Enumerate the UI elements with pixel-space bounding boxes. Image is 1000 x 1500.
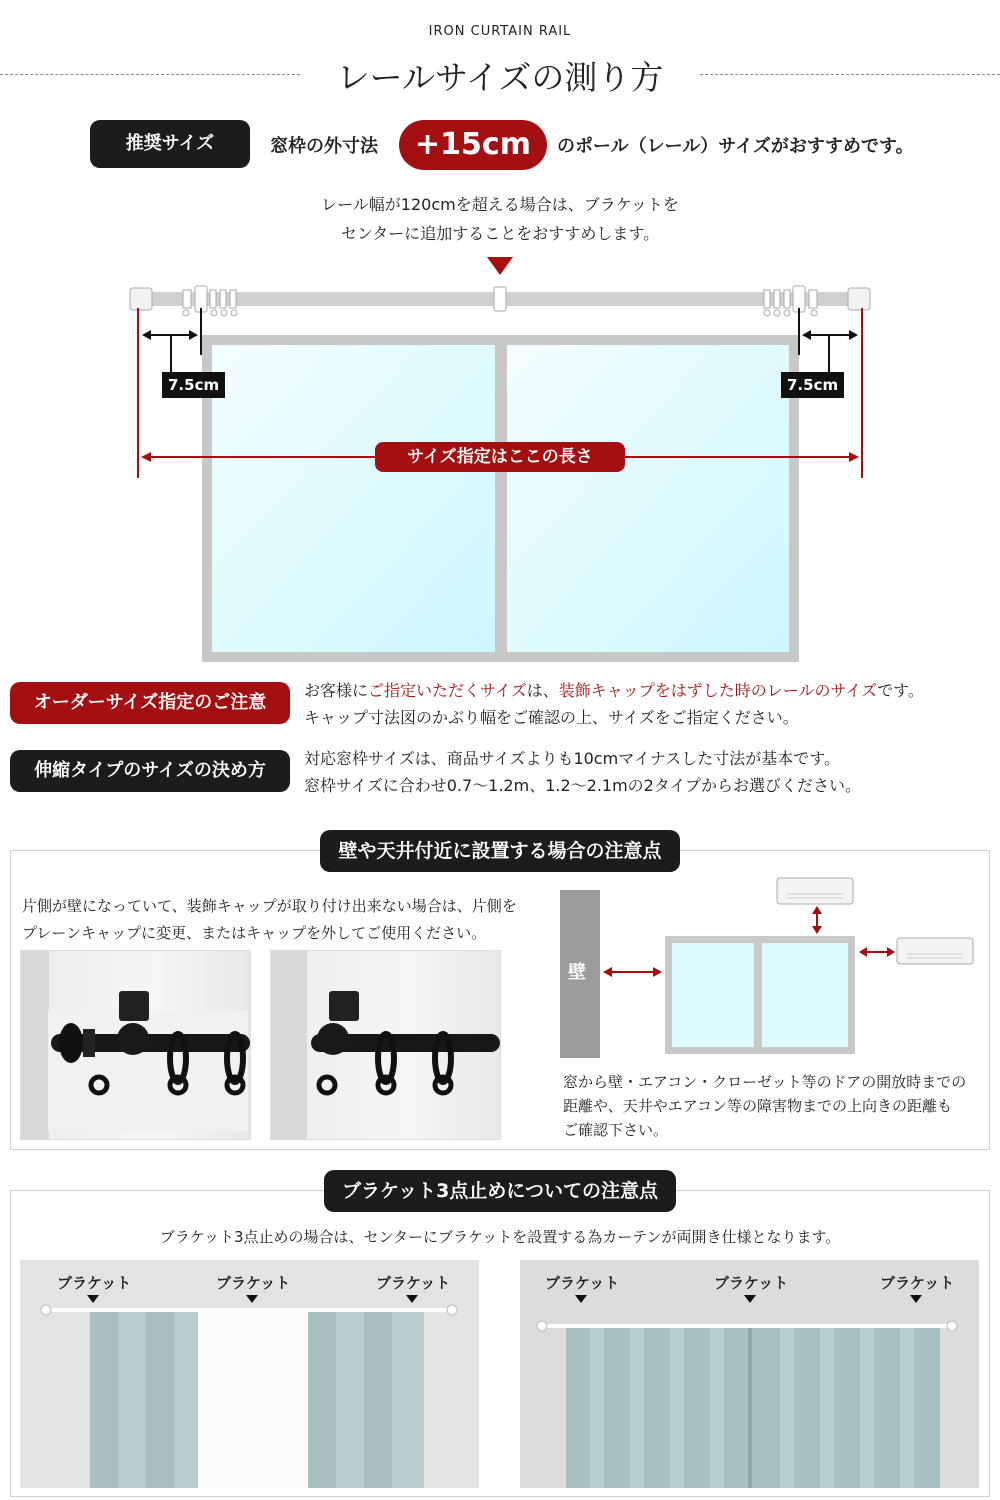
center-note-line2: センターに追加することをおすすめします。	[340, 224, 660, 243]
recommend-prefix: 窓枠の外寸法	[270, 136, 378, 157]
wall-clearance-note: 窓から壁・エアコン・クローゼット等のドアの開放時までの 距離や、天井やエアコン等の障害物までの上向きの距離も ご確認下さい。	[563, 1073, 967, 1139]
photo-curtains-open-left	[20, 1260, 479, 1488]
order-notice-line1: お客様にご指定いただくサイズは、装飾キャップをはずした時のレールのサイズです。	[304, 681, 924, 700]
bracket-label-left-1: ブラケット	[57, 1274, 132, 1292]
left-gap-label: 7.5cm	[162, 372, 225, 398]
wall-clearance-diagram	[555, 872, 985, 1067]
bracket-section-title: ブラケット3点止めについての注意点	[324, 1170, 676, 1212]
wall-section-text: 片側が壁になっていて、装飾キャップが取り付け出来ない場合は、片側を プレーンキャップに変更、またはキャップを外してご使用ください。	[22, 897, 517, 942]
bracket-section-text: ブラケット3点止めの場合は、センターにブラケットを設置する為カーテンが両開き仕様となります。	[159, 1228, 841, 1246]
extend-notice-line2: 窓枠サイズに合わせ0.7〜1.2m、1.2〜2.1mの2タイプからお選びください。	[304, 776, 862, 795]
left-end-cap	[130, 288, 152, 310]
recommend-suffix: のポール（レール）サイズがおすすめです。	[557, 136, 914, 157]
right-end-cap	[848, 288, 870, 310]
bracket-label-right-2: ブラケット	[714, 1274, 789, 1292]
down-triangle-icon	[487, 257, 513, 275]
photo-plain-cap	[270, 950, 501, 1140]
extend-notice-badge: 伸縮タイプのサイズの決め方	[10, 750, 290, 792]
recommend-badge: 推奨サイズ	[90, 120, 250, 168]
bracket-label-left-2: ブラケット	[216, 1274, 291, 1292]
recommend-plus-badge: +15cm	[399, 120, 547, 170]
page-title: レールサイズの測り方	[336, 58, 664, 97]
window-glass-left	[212, 345, 495, 652]
order-notice-text	[304, 677, 994, 731]
center-note-line1: レール幅が120cmを超える場合は、ブラケットを	[321, 195, 679, 214]
photo-decorative-cap	[20, 950, 251, 1140]
center-bracket	[494, 287, 506, 311]
wall-section-title: 壁や天井付近に設置する場合の注意点	[320, 830, 679, 872]
bracket-label-right-3: ブラケット	[880, 1274, 955, 1292]
order-notice-line2: キャップ寸法図のかぶり幅をご確認の上、サイズをご指定ください。	[304, 708, 799, 727]
window-glass-right	[507, 345, 789, 652]
size-spec-label: サイズ指定はここの長さ	[375, 442, 625, 472]
header-subtitle: IRON CURTAIN RAIL	[428, 24, 572, 39]
aircon-right-icon	[897, 938, 973, 964]
bracket-label-right-1: ブラケット	[545, 1274, 620, 1292]
extend-notice-line1: 対応窓枠サイズは、商品サイズよりも10cmマイナスした寸法が基本です。	[304, 749, 840, 768]
photo-curtains-closed-right	[520, 1260, 979, 1488]
aircon-top-icon	[777, 878, 853, 904]
center-bracket-note	[0, 190, 1000, 248]
order-notice-badge: オーダーサイズ指定のご注意	[10, 682, 290, 724]
extend-notice-text	[304, 745, 994, 799]
right-gap-label: 7.5cm	[781, 372, 844, 398]
bracket-label-left-3: ブラケット	[376, 1274, 451, 1292]
wall-label: 壁	[568, 962, 586, 983]
